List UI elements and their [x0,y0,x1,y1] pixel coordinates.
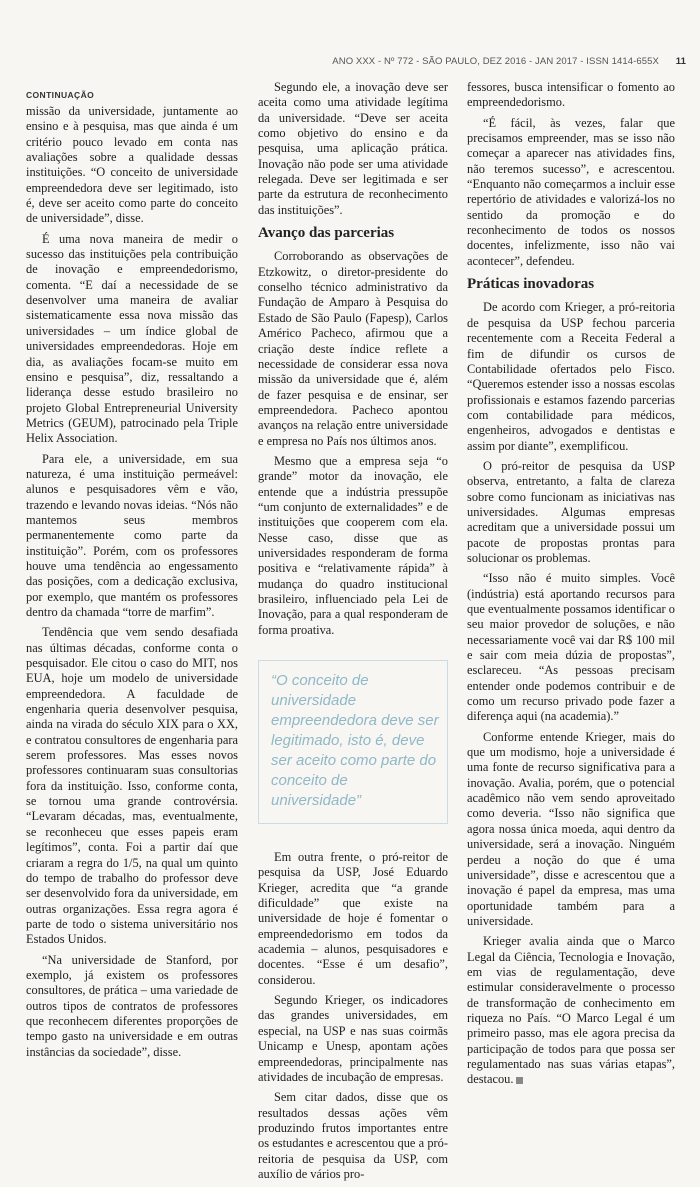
section-label: CONTINUAÇÃO [26,90,95,100]
end-of-article-mark [516,1077,523,1084]
paragraph-text: Krieger avalia ainda que o Marco Legal da Ciência, Tecnologia e Inovação, em vias de regulamentação, deve estimular consideravelmente o processo de transformação de conhecimento em riqueza no País. “O Marco Legal é um primeiro passo, mas ele agora precisa da participação de todos para que possa ser regulamentado nas suas várias etapas”, destacou. [467,934,675,1087]
paragraph: Segundo ele, a inovação deve ser aceita como uma atividade legítima da universidade. “Deve ser aceita como objetivo do ensino e da pesquisa, uma aplicação prática. Inovação não pode ser uma atividade relegada. Deve ser legitimada e ser parte da estrutura de reconhecimento das instituições”. [258,80,448,217]
paragraph: De acordo com Krieger, a pró-reitoria de pesquisa da USP fechou parceria recentemente com a Receita Federal a fim de difundir os cursos de Contabilidade ofertados pelo Fisco. “Queremos estender isso a nossas escolas profissionais e estamos fazendo parcerias com contabilidade para médicos, engenheiros, advogados e dentistas e assim por diante”, exemplificou. [467,300,675,453]
paragraph: Segundo Krieger, os indicadores das grandes universidades, em especial, na USP e nas suas coirmãs Unicamp e Unesp, apontam ações empreendedoras, principalmente nas atividades de incubação de empresas. [258,993,448,1084]
paragraph: Tendência que vem sendo desafiada nas últimas décadas, conforme conta o pesquisador. Ele citou o caso do MIT, nos EUA, hoje um modelo de universidade empreendedora. A faculdade de engenharia queria desenvolver pesquisa, ainda na virada do século XIX para o XX, e contratou consultores de engenharia para serem professores. Mas esses novos professores continuaram suas consultorias fora da instituição. Isso, conforme conta, se tornou uma grande controvérsia. “Levaram décadas, mas, eventualmente, se reconheceu que esses papeis eram legítimos”, conta. Foi a partir daí que criaram a regra do 1/5, na qual um quinto do tempo de trabalho do professor deve ser desenvolvido fora da universidade, em outras organizações. Essa regra agora é parte de todo o sistema universitário nos Estados Unidos. [26,625,238,947]
paragraph: “É fácil, às vezes, falar que precisamos empreender, mas se isso não começar a aparecer nas atividades fins, não teremos sucesso”, e acrescentou. “Enquanto não começarmos a incluir esse repertório de atividades e valorizá-los no sentido da promoção e do reconhecimento de todos os nossos docentes, infelizmente, isso não vai acontecer”, defendeu. [467,115,675,268]
paragraph: Corroborando as observações de Etzkowitz, o diretor-presidente do conselho técnico administrativo da Fundação de Amparo à Pesquisa do Estado de São Paulo (Fapesp), Carlos Américo Pacheco, afirmou que a criação deste índice reflete a necessidade de considerar essa nova missão da universidade que é, além de fazer pesquisa e de ensinar, ser empreendedora. Pacheco apontou avanços na relação entre universidade e empresa no País nos últimos anos. [258,249,448,448]
page-header [332,56,686,67]
pull-quote: “O conceito de universidade empreendedora deve ser legitimado, isto é, deve ser aceito como parte do conceito de universidade” [258,660,448,824]
paragraph: Mesmo que a empresa seja “o grande” motor da inovação, ele entende que a indústria pressupõe “um conjunto de externalidades” e de instituições que cooperem com ela. Nesse caso, disse que as universidades responderam de forma positiva e “relativamente rápida” à mudança do quadro institucional brasileiro, influenciado pela Lei de Inovação, para a qual responderam de forma proativa. [258,453,448,637]
paragraph: Para ele, a universidade, em sua natureza, é uma instituição permeável: alunos e pesquisadores vêm e vão, trazendo e levando novas ideias. “Nós não mantemos seus membros permanentemente como parte da instituição”. Porém, com os professores houve uma tendência ao engessamento das posições, com a dedicação exclusiva, por exemplo, que mantém os professores dentro da chamada “torre de marfim”. [26,451,238,619]
paragraph: O pró-reitor de pesquisa da USP observa, entretanto, a falta de clareza sobre como funcionam as iniciativas nas universidades. Algumas empresas acreditam que a universidade possui um pacote de propostas prontas para solucionar os problemas. [467,458,675,565]
column-1 [26,104,238,1065]
paragraph: É uma nova maneira de medir o sucesso das instituições pela contribuição de inovação e empreendedorismo, comenta. “E daí a necessidade de se desenvolver uma maneira de avaliar sistematicamente essa nova missão das universidades – um índice global de universidades empreendedoras. Hoje em dia, as avaliações focam-se muito em ensino e pesquisa”, diz, ressaltando a liderança desse estudo brasileiro no projeto Global Entrepreneurial University Metrics (GEUM), patrocinado pela Triple Helix Association. [26,231,238,446]
page-number: 11 [675,56,686,67]
section-heading: Práticas inovadoras [467,276,595,293]
paragraph: missão da universidade, juntamente ao ensino e à pesquisa, mas que ainda é um critério pouco levado em conta nas avaliações sobre a qualidade dessas instituições. “O conceito de universidade empreendedora deve ser legitimado, isto é, deve ser aceito como parte do conceito de universidade”, disse. [26,104,238,226]
column-2 [258,80,448,1187]
paragraph: “Isso não é muito simples. Você (indústria) está aportando recursos para que eventualmente possamos identificar o seu maior provedor de soluções, e não necessariamente você vai dar R$ 100 mil e sair com meia dúzia de propostas”, esclareceu. “As pessoas precisam entender onde podemos contribuir e de como um recurso privado pode fazer a diferença aqui (na academia).” [467,571,675,724]
paragraph: “Na universidade de Stanford, por exemplo, já existem os professores consultores, de prática – uma variedade de outros tipos de contratos de professores que reconhecem diferentes proporções de tempo gasto na universidade e em outras instâncias da sociedade”, disse. [26,952,238,1059]
paragraph: Em outra frente, o pró-reitor de pesquisa da USP, José Eduardo Krieger, acredita que “a grande dificuldade” que existe na universidade de hoje é fomentar o empreendedorismo em todos da academia – alunos, pesquisadores e docentes. “Esse é um desafio”, considerou. [258,850,448,987]
paragraph-last [467,934,675,1087]
column-3 [467,80,675,1093]
issue-info: ANO XXX - Nº 772 - SÃO PAULO, DEZ 2016 - JAN 2017 - ISSN 1414-655X [332,56,659,67]
section-heading: Avanço das parcerias [258,225,395,242]
paragraph: Conforme entende Krieger, mais do que um modismo, hoje a universidade é uma fonte de recurso significativa para a inovação. Avalia, porém, que o potencial acadêmico não vem sendo aproveitado como deveria. “Isso não significa que agora nossa única moeda, aqui dentro da universidade, será a inovação. Ninguém perdeu a noção do que é uma universidade”, disse e acrescentou que a inovação é papel da empresa, mas uma oportunidade também para a universidade. [467,729,675,928]
paragraph: fessores, busca intensificar o fomento ao empreendedorismo. [467,80,675,110]
paragraph: Sem citar dados, disse que os resultados dessas ações vêm produzindo frutos importantes entre os estudantes e acrescentou que a pró-reitoria de pesquisa da USP, com auxílio de vários pro- [258,1090,448,1181]
